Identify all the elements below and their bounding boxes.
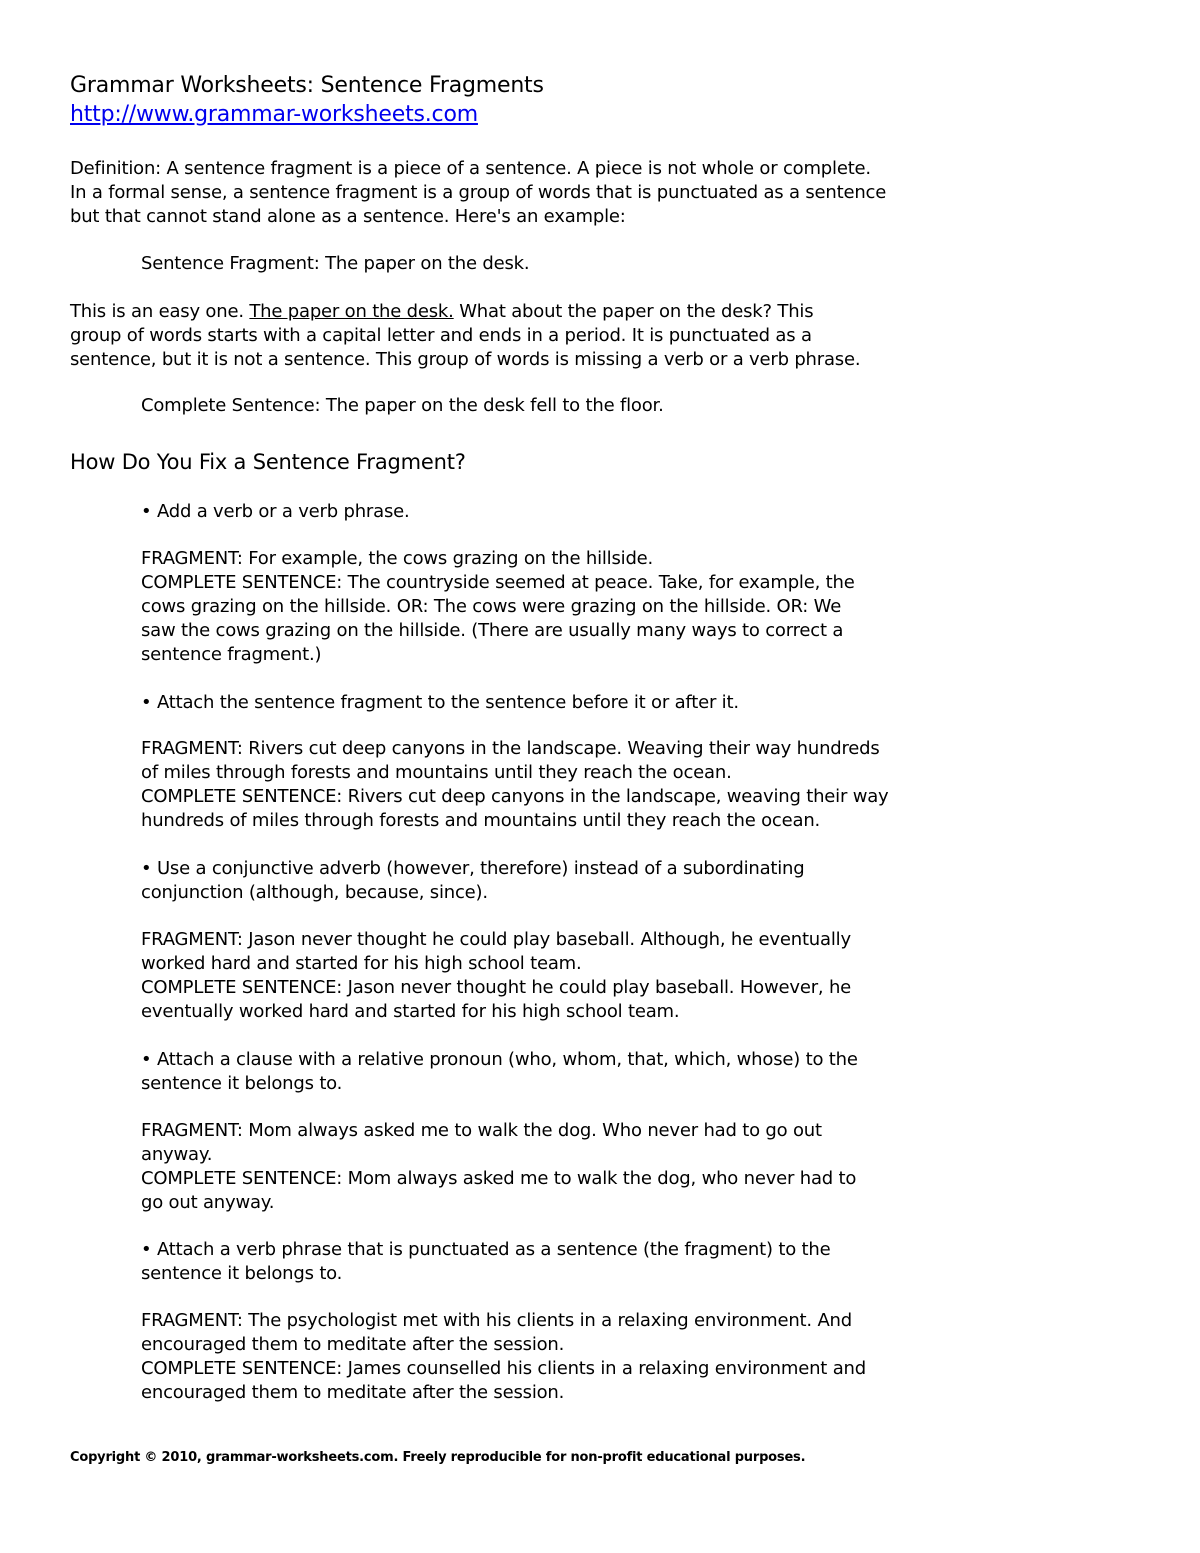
text-line: hundreds of miles through forests and mountains until they reach the ocean. [141,810,821,831]
text-line: saw the cows grazing on the hillside. (There are usually many ways to correct a [141,620,844,641]
text-line: sentence fragment.) [141,644,322,665]
text-line: cows grazing on the hillside. OR: The cows were grazing on the hillside. OR: We [141,596,842,617]
bullet-tip [141,1048,858,1096]
text-line: • Attach a verb phrase that is punctuated as a sentence (the fragment) to the [141,1239,831,1260]
text-line: • Attach a clause with a relative pronoun (who, whom, that, which, whose) to the [141,1049,858,1070]
underlined-fragment: The paper on the desk. [249,301,454,322]
text-line: sentence it belongs to. [141,1263,343,1284]
example-block [141,547,855,667]
text-line: but that cannot stand alone as a sentence. Here's an example: [70,206,626,227]
example-block [141,1309,866,1405]
text-line: conjunction (although, because, since). [141,882,488,903]
text-line: This is an easy one. The paper on the desk. What about the paper on the desk? This [70,301,814,322]
text-line: FRAGMENT: Jason never thought he could play baseball. Although, he eventually [141,929,851,950]
text-line: FRAGMENT: The psychologist met with his clients in a relaxing environment. And [141,1310,852,1331]
text-line: of miles through forests and mountains until they reach the ocean. [141,762,732,783]
text-line: Complete Sentence: The paper on the desk fell to the floor. [141,395,664,416]
website-link[interactable]: http://www.grammar-worksheets.com [70,102,478,127]
text-line: COMPLETE SENTENCE: James counselled his clients in a relaxing environment and [141,1358,866,1379]
text-line: In a formal sense, a sentence fragment is a group of words that is punctuated as a sentence [70,182,887,203]
definition-paragraph [70,157,886,229]
bullet-tip [141,857,805,905]
text-line: FRAGMENT: Rivers cut deep canyons in the landscape. Weaving their way hundreds [141,738,880,759]
text-line: encouraged them to meditate after the session. [141,1334,565,1355]
text-line: COMPLETE SENTENCE: The countryside seemed at peace. Take, for example, the [141,572,855,593]
text-line: FRAGMENT: Mom always asked me to walk the dog. Who never had to go out [141,1120,822,1141]
text-line: • Use a conjunctive adverb (however, therefore) instead of a subordinating [141,858,805,879]
copyright-footer: Copyright © 2010, grammar-worksheets.com. Freely reproducible for non-profit educational purposes. [70,1450,806,1465]
text-line: FRAGMENT: For example, the cows grazing on the hillside. [141,548,654,569]
text-line: Definition: A sentence fragment is a piece of a sentence. A piece is not whole or complete. [70,158,871,179]
text-line: COMPLETE SENTENCE: Rivers cut deep canyons in the landscape, weaving their way [141,786,889,807]
text-line: worked hard and started for his high school team. [141,953,582,974]
text-line: encouraged them to meditate after the session. [141,1382,565,1403]
example-block [141,737,889,833]
bullet-tip [141,691,739,715]
fragment-example [141,252,529,276]
text-line: anyway. [141,1144,213,1165]
text-line: group of words starts with a capital letter and ends in a period. It is punctuated as a [70,325,812,346]
text-line: COMPLETE SENTENCE: Jason never thought he could play baseball. However, he [141,977,852,998]
text-line: sentence, but it is not a sentence. This group of words is missing a verb or a verb phrase. [70,349,861,370]
text-line: • Add a verb or a verb phrase. [141,501,410,522]
complete-example [141,394,664,418]
text-line: • Attach the sentence fragment to the sentence before it or after it. [141,692,739,713]
text-line: COMPLETE SENTENCE: Mom always asked me to walk the dog, who never had to [141,1168,857,1189]
explanation-paragraph [70,300,860,372]
text-line: sentence it belongs to. [141,1073,343,1094]
text-line: eventually worked hard and started for his high school team. [141,1001,680,1022]
section-heading: How Do You Fix a Sentence Fragment? [70,450,466,474]
bullet-tip [141,1238,830,1286]
example-block [141,928,851,1024]
example-block [141,1119,856,1215]
text-line: go out anyway. [141,1192,275,1213]
text-line: Sentence Fragment: The paper on the desk. [141,253,530,274]
page-title: Grammar Worksheets: Sentence Fragments [70,73,544,98]
bullet-tip [141,500,410,524]
